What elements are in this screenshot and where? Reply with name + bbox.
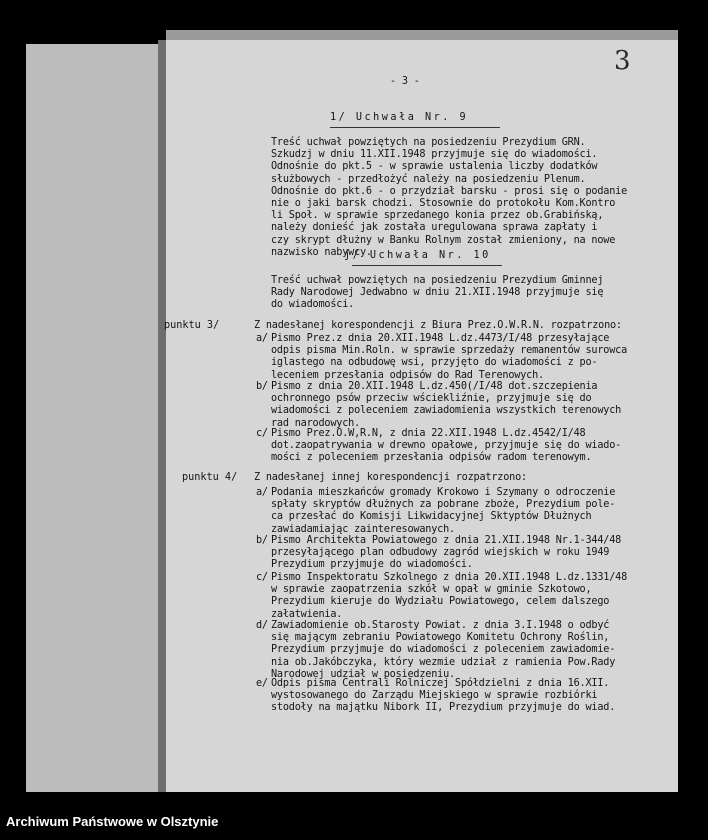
- text-line: nia ob.Jakóbczyka, który wezmie udział z ramienia Pow.Rady: [271, 656, 616, 668]
- text-line: do wiadomości.: [271, 299, 355, 311]
- text-line: Zawiadomienie ob.Starosty Powiat. z dnia 3.I.1948 o odbyć: [271, 620, 610, 631]
- text-line: spłaty skryptów dłużnych za pobrane zboże, Prezydium pole-: [271, 499, 616, 511]
- text-line: Prezydium kieruje do Wydziału Powiatowego, celem dalszego: [271, 596, 610, 608]
- archive-footer: Archiwum Państwowe w Olsztynie: [6, 814, 219, 829]
- text-line: należy donieść jak została uregulowana sprawa zapłaty i: [271, 222, 598, 234]
- item-letter: a/: [256, 333, 268, 344]
- item-letter: e/: [256, 678, 268, 689]
- item-letter: c/: [256, 572, 268, 583]
- handwritten-page-mark: 3: [614, 46, 631, 76]
- text-line: Prezydium przyjmuje do wiadomości z poleceniem zawiadomie-: [271, 644, 616, 656]
- text-line: wiadomości z poleceniem zawiadomienia wszystkich terenowych: [271, 405, 622, 417]
- text-line: Pismo Prez.z dnia 20.XII.1948 L.dz.4473/I/48 przesyłające: [271, 333, 610, 344]
- heading-underline: [330, 127, 500, 128]
- punkt-4-intro: Z nadesłanej innej korespondencji rozpatrzono:: [254, 472, 527, 483]
- text-line: się mającym zebraniu Powiatowego Komitetu Ochrony Roślin,: [271, 632, 610, 644]
- text-line: Prezydium przyjmuje do wiadomości.: [271, 559, 473, 571]
- item-letter: d/: [256, 620, 268, 631]
- text-line: Pismo z dnia 20.XII.1948 L.dz.450(/I/48 dot.szczepienia: [271, 381, 598, 392]
- text-line: Narodowej udział w posiedzeniu.: [271, 668, 455, 680]
- text-line: Pismo Architekta Powiatowego z dnia 21.XII.1948 Nr.1-344/48: [271, 535, 622, 546]
- text-line: iglastego na odbudowę wsi, przyjęto do wiadomości z po-: [271, 357, 598, 369]
- text-line: Odnośnie do pkt.5 - w sprawie ustalenia liczby dodatków: [271, 161, 598, 173]
- text-line: Odpis pisma Centrali Rolniczej Spółdzielni z dnia 16.XII.: [271, 678, 610, 689]
- text-line: ca przesłać do Komisji Likwidacyjnej Sktyptów Dłużnych: [271, 511, 592, 523]
- text-line: nazwisko nabywcy.: [271, 246, 372, 258]
- item-letter: a/: [256, 487, 268, 498]
- text-line: stodoły na majątku Nibork II, Prezydium przyjmuje do wiad.: [271, 702, 616, 714]
- item-letter: c/: [256, 428, 268, 439]
- page-edge: [158, 40, 166, 792]
- item-letter: b/: [256, 535, 268, 546]
- text-line: służbowych - przedłożyć należy na posiedzeniu Plenum.: [271, 173, 586, 185]
- text-line: Szkudzj w dniu 11.XII.1948 przyjmuje się do wiadomości.: [271, 149, 598, 161]
- text-line: nie o jaki barsk chodzi. Stosownie do protokołu Kom.Kontro: [271, 198, 616, 209]
- text-line: przesyłającego plan odbudowy zagród wiejskich w roku 1949: [271, 547, 610, 559]
- text-line: dot.zaopatrywania w drewno opałowe, przyjmuje się do wiado-: [271, 440, 622, 452]
- text-line: Rady Narodowej Jedwabno w dniu 21.XII.1948 przyjmuje się: [271, 287, 604, 299]
- punkt-4-label: punktu 4/: [182, 472, 238, 483]
- text-line: mości z poleceniem przesłania odpisów radom terenowym.: [271, 452, 592, 464]
- section-heading-1: 1/ Uchwała Nr. 9: [330, 112, 469, 123]
- heading-underline: [352, 265, 502, 266]
- text-line: leceniem przesłania odpisów do Rad Terenowych.: [271, 369, 544, 381]
- text-line: wystosowanego do Zarządu Miejskiego w sprawie rozbiórki: [271, 690, 598, 702]
- text-line: Podania mieszkańców gromady Krokowo i Szymany o odroczenie: [271, 487, 616, 498]
- text-line: Pismo Inspektoratu Szkolnego z dnia 20.XII.1948 L.dz.1331/48: [271, 572, 628, 583]
- punkt-3-intro: Z nadesłanej korespondencji z Biura Prez.O.W.R.N. rozpatrzono:: [254, 320, 622, 331]
- text-line: Odnośnie do pkt.6 - o przydział barsku - prosi się o podanie: [271, 185, 628, 197]
- text-line: Pismo Prez.O.W,R.N, z dnia 22.XII.1948 L.dz.4542/I/48: [271, 428, 586, 439]
- text-line: li Społ. w sprawie sprzedanego konia przez ob.Grabińską,: [271, 210, 604, 222]
- text-line: Treść uchwał powziętych na posiedzeniu Prezydium GRN.: [271, 137, 586, 148]
- text-line: w sprawie zaopatrzenia szkół w opał w gminie Szkotowo,: [271, 584, 592, 596]
- section-heading-2: j/ Uchwała Nr. 10: [344, 250, 491, 261]
- text-line: Treść uchwał powziętych na posiedzeniu Prezydium Gminnej: [271, 275, 604, 286]
- page-top-edge: [166, 30, 678, 40]
- text-line: ochronnego psów przeciw wściekliźnie, przyjmuje się do: [271, 393, 592, 405]
- punkt-3-label: punktu 3/: [164, 320, 220, 331]
- text-line: załatwienia.: [271, 608, 343, 620]
- left-page: [26, 44, 160, 792]
- page-number: - 3 -: [390, 76, 420, 87]
- text-line: rad narodowych.: [271, 417, 361, 429]
- text-line: czy skrypt dłużny w Banku Rolnym został zmieniony, na nowe: [271, 234, 616, 246]
- text-line: zawiadamiając zainteresowanych.: [271, 523, 455, 535]
- text-line: odpis pisma Min.Roln. w sprawie sprzedaży remanentów surowca: [271, 345, 628, 357]
- item-letter: b/: [256, 381, 268, 392]
